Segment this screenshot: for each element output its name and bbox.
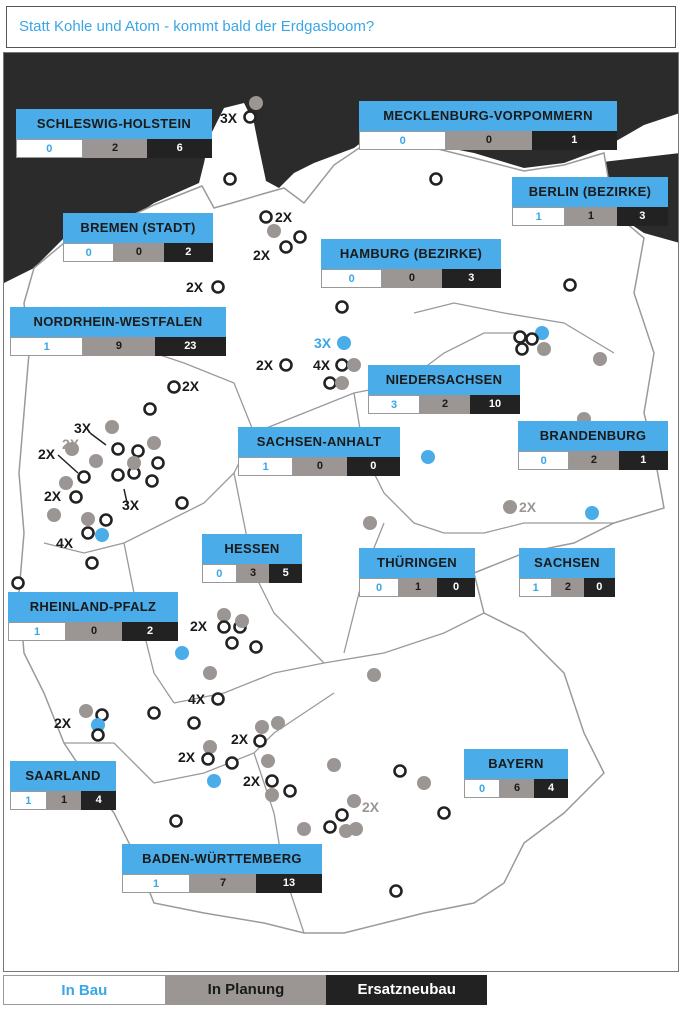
count-in-bau: 0: [359, 578, 399, 597]
multiplier-label: 4X: [56, 535, 74, 551]
in-planung-marker: [271, 716, 285, 730]
ersatzneubau-marker: [203, 754, 214, 765]
in-planung-marker: [255, 720, 269, 734]
count-ersatzneubau: 0: [437, 578, 475, 597]
count-ersatzneubau: 2: [122, 622, 178, 641]
count-in-bau: 0: [359, 131, 446, 150]
ersatzneubau-marker: [225, 174, 236, 185]
state-counts: [202, 564, 302, 583]
count-in-bau: 0: [321, 269, 382, 288]
ersatzneubau-marker: [13, 578, 24, 589]
multiplier-label: 3X: [220, 110, 238, 126]
count-ersatzneubau: 3: [442, 269, 501, 288]
multiplier-label: 4X: [188, 691, 206, 707]
in-planung-marker: [265, 788, 279, 802]
state-name: BERLIN (BEZIRKE): [512, 177, 668, 207]
in-bau-marker: [207, 774, 221, 788]
count-in-bau: 0: [518, 451, 569, 470]
count-in-planung: 0: [114, 243, 163, 262]
state-name: HESSEN: [202, 534, 302, 564]
ersatzneubau-marker: [337, 302, 348, 313]
count-in-bau: 0: [202, 564, 237, 583]
ersatzneubau-marker: [395, 766, 406, 777]
count-in-bau: 1: [122, 874, 190, 893]
state-box-baden-wuerttemberg: [122, 844, 322, 893]
state-name: MECKLENBURG-VORPOMMERN: [359, 101, 617, 131]
in-planung-marker: [363, 516, 377, 530]
state-counts: [238, 457, 400, 476]
state-box-thueringen: [359, 548, 475, 597]
count-in-planung: 1: [399, 578, 437, 597]
state-box-nordrhein-westfalen: [10, 307, 226, 356]
in-planung-marker: [267, 224, 281, 238]
count-ersatzneubau: 1: [619, 451, 668, 470]
ersatzneubau-marker: [517, 344, 528, 355]
count-in-bau: 0: [63, 243, 114, 262]
state-box-sachsen-anhalt: [238, 427, 400, 476]
state-counts: [464, 779, 568, 798]
count-in-bau: 1: [10, 791, 47, 810]
page-title: Statt Kohle und Atom - kommt bald der Erdgasboom?: [6, 6, 676, 48]
ersatzneubau-marker: [515, 332, 526, 343]
multiplier-label: 2X: [253, 247, 271, 263]
state-name: BADEN-WÜRTTEMBERG: [122, 844, 322, 874]
ersatzneubau-marker: [153, 458, 164, 469]
ersatzneubau-marker: [133, 446, 144, 457]
state-box-bremen: [63, 213, 213, 262]
state-counts: [8, 622, 178, 641]
in-bau-marker: [585, 506, 599, 520]
count-ersatzneubau: 10: [470, 395, 520, 414]
in-planung-marker: [81, 512, 95, 526]
count-in-planung: 2: [569, 451, 618, 470]
ersatzneubau-marker: [295, 232, 306, 243]
count-in-bau: 3: [368, 395, 420, 414]
legend-in-bau: In Bau: [3, 975, 166, 1005]
state-name: NIEDERSACHSEN: [368, 365, 520, 395]
count-in-bau: 0: [464, 779, 500, 798]
in-planung-marker: [593, 352, 607, 366]
state-name: HAMBURG (BEZIRKE): [321, 239, 501, 269]
count-in-planung: 3: [237, 564, 270, 583]
count-in-planung: 7: [190, 874, 256, 893]
ersatzneubau-marker: [149, 708, 160, 719]
count-in-planung: 1: [47, 791, 82, 810]
in-planung-marker: [105, 420, 119, 434]
ersatzneubau-marker: [261, 212, 272, 223]
count-ersatzneubau: 4: [534, 779, 568, 798]
in-planung-marker: [347, 794, 361, 808]
multiplier-label: 2X: [256, 357, 274, 373]
count-in-planung: 2: [420, 395, 470, 414]
state-box-sachsen: [519, 548, 615, 597]
state-counts: [16, 139, 212, 158]
state-box-hessen: [202, 534, 302, 583]
in-bau-marker: [421, 450, 435, 464]
count-in-bau: 1: [512, 207, 565, 226]
count-in-planung: 2: [83, 139, 148, 158]
ersatzneubau-marker: [227, 758, 238, 769]
ersatzneubau-marker: [281, 242, 292, 253]
in-planung-marker: [339, 824, 353, 838]
ersatzneubau-marker: [79, 472, 90, 483]
legend: [3, 975, 487, 1005]
in-planung-marker: [297, 822, 311, 836]
in-planung-marker: [261, 754, 275, 768]
state-name: BRANDENBURG: [518, 421, 668, 451]
count-in-planung: 1: [565, 207, 616, 226]
state-counts: [10, 337, 226, 356]
in-planung-marker: [217, 608, 231, 622]
ersatzneubau-marker: [391, 886, 402, 897]
in-bau-marker: [95, 528, 109, 542]
in-planung-marker: [335, 376, 349, 390]
multiplier-label: 4X: [313, 357, 331, 373]
multiplier-label: 2X: [190, 618, 208, 634]
multiplier-label: 3X: [314, 335, 332, 351]
in-bau-marker: [175, 646, 189, 660]
multiplier-label: 2X: [54, 715, 72, 731]
count-in-planung: 0: [382, 269, 441, 288]
in-planung-marker: [347, 358, 361, 372]
multiplier-label: 2X: [186, 279, 204, 295]
state-box-mecklenburg-vorpommern: [359, 101, 617, 150]
legend-ersatzneubau: Ersatzneubau: [326, 975, 487, 1005]
state-counts: [10, 791, 116, 810]
state-box-saarland: [10, 761, 116, 810]
count-ersatzneubau: 1: [532, 131, 617, 150]
ersatzneubau-marker: [71, 492, 82, 503]
in-planung-marker: [417, 776, 431, 790]
count-ersatzneubau: 2: [164, 243, 213, 262]
count-in-bau: 1: [10, 337, 83, 356]
ersatzneubau-marker: [281, 360, 292, 371]
state-counts: [63, 243, 213, 262]
multiplier-label: 2X: [519, 499, 537, 515]
count-in-planung: 0: [66, 622, 122, 641]
ersatzneubau-marker: [213, 282, 224, 293]
in-bau-marker: [337, 336, 351, 350]
ersatzneubau-marker: [267, 776, 278, 787]
ersatzneubau-marker: [565, 280, 576, 291]
multiplier-label: 2X: [38, 446, 56, 462]
ersatzneubau-marker: [113, 444, 124, 455]
multiplier-label: 3X: [122, 497, 140, 513]
ersatzneubau-marker: [251, 642, 262, 653]
state-box-brandenburg: [518, 421, 668, 470]
state-name: THÜRINGEN: [359, 548, 475, 578]
ersatzneubau-marker: [439, 808, 450, 819]
count-in-bau: 1: [8, 622, 66, 641]
count-in-planung: 9: [83, 337, 154, 356]
ersatzneubau-marker: [527, 334, 538, 345]
state-box-bayern: [464, 749, 568, 798]
germany-map: [3, 52, 679, 972]
in-planung-marker: [367, 668, 381, 682]
state-counts: [519, 578, 615, 597]
in-planung-marker: [235, 614, 249, 628]
in-planung-marker: [203, 740, 217, 754]
state-counts: [122, 874, 322, 893]
multiplier-label: 2X: [44, 488, 62, 504]
state-counts: [359, 578, 475, 597]
ersatzneubau-marker: [325, 822, 336, 833]
multiplier-label: 2X: [62, 436, 80, 452]
state-counts: [518, 451, 668, 470]
ersatzneubau-marker: [245, 112, 256, 123]
count-in-bau: 1: [238, 457, 293, 476]
state-box-berlin: [512, 177, 668, 226]
state-box-schleswig-holstein: [16, 109, 212, 158]
state-name: SCHLESWIG-HOLSTEIN: [16, 109, 212, 139]
multiplier-label: 2X: [243, 773, 261, 789]
state-name: SACHSEN: [519, 548, 615, 578]
ersatzneubau-marker: [337, 810, 348, 821]
ersatzneubau-marker: [169, 382, 180, 393]
count-in-planung: 0: [293, 457, 346, 476]
ersatzneubau-marker: [177, 498, 188, 509]
multiplier-label: 2X: [362, 799, 380, 815]
state-counts: [368, 395, 520, 414]
count-in-planung: 2: [552, 578, 583, 597]
count-in-bau: 0: [16, 139, 83, 158]
state-counts: [359, 131, 617, 150]
ersatzneubau-marker: [145, 404, 156, 415]
ersatzneubau-marker: [93, 730, 104, 741]
ersatzneubau-marker: [213, 694, 224, 705]
ersatzneubau-marker: [171, 816, 182, 827]
ersatzneubau-marker: [431, 174, 442, 185]
legend-in-planung: In Planung: [166, 975, 327, 1005]
multiplier-label: 2X: [231, 731, 249, 747]
in-planung-marker: [127, 456, 141, 470]
multiplier-label: 2X: [182, 378, 200, 394]
state-box-niedersachsen: [368, 365, 520, 414]
count-ersatzneubau: 0: [584, 578, 615, 597]
in-planung-marker: [203, 666, 217, 680]
state-name: BREMEN (STADT): [63, 213, 213, 243]
state-counts: [321, 269, 501, 288]
ersatzneubau-marker: [83, 528, 94, 539]
in-planung-marker: [537, 342, 551, 356]
ersatzneubau-marker: [219, 622, 230, 633]
ersatzneubau-marker: [325, 378, 336, 389]
count-ersatzneubau: 0: [347, 457, 400, 476]
in-planung-marker: [249, 96, 263, 110]
count-ersatzneubau: 3: [617, 207, 668, 226]
ersatzneubau-marker: [227, 638, 238, 649]
count-ersatzneubau: 23: [155, 337, 226, 356]
in-planung-marker: [327, 758, 341, 772]
ersatzneubau-marker: [285, 786, 296, 797]
state-box-hamburg: [321, 239, 501, 288]
ersatzneubau-marker: [337, 360, 348, 371]
state-name: SAARLAND: [10, 761, 116, 791]
count-ersatzneubau: 13: [256, 874, 322, 893]
state-name: SACHSEN-ANHALT: [238, 427, 400, 457]
count-ersatzneubau: 4: [81, 791, 116, 810]
state-counts: [512, 207, 668, 226]
state-name: BAYERN: [464, 749, 568, 779]
count-in-bau: 1: [519, 578, 552, 597]
ersatzneubau-marker: [147, 476, 158, 487]
ersatzneubau-marker: [255, 736, 266, 747]
state-name: RHEINLAND-PFALZ: [8, 592, 178, 622]
multiplier-label: 2X: [275, 209, 293, 225]
ersatzneubau-marker: [189, 718, 200, 729]
in-planung-marker: [147, 436, 161, 450]
ersatzneubau-marker: [87, 558, 98, 569]
count-ersatzneubau: 5: [269, 564, 302, 583]
multiplier-label: 3X: [74, 420, 92, 436]
in-planung-marker: [89, 454, 103, 468]
multiplier-label: 2X: [178, 749, 196, 765]
count-in-planung: 0: [446, 131, 531, 150]
state-box-rheinland-pfalz: [8, 592, 178, 641]
count-in-planung: 6: [500, 779, 534, 798]
ersatzneubau-marker: [113, 470, 124, 481]
state-name: NORDRHEIN-WESTFALEN: [10, 307, 226, 337]
ersatzneubau-marker: [101, 515, 112, 526]
count-ersatzneubau: 6: [147, 139, 212, 158]
in-planung-marker: [503, 500, 517, 514]
in-planung-marker: [47, 508, 61, 522]
in-planung-marker: [79, 704, 93, 718]
